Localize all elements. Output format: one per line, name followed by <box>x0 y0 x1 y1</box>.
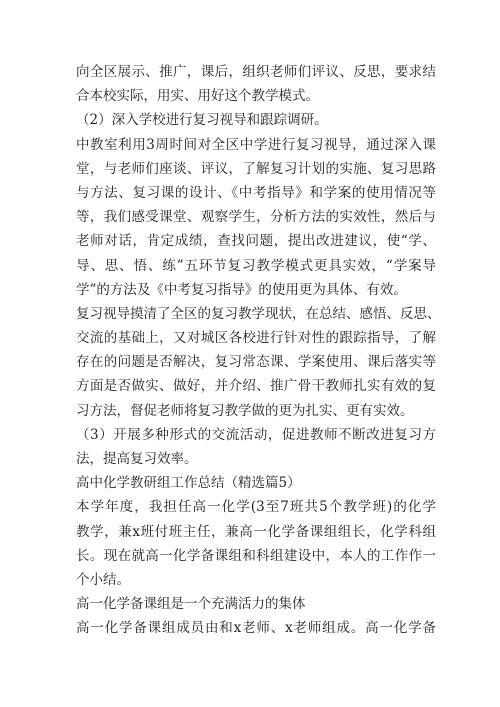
text-line: （3）开展多种形式的交流活动，促进教师不断改进复习方 <box>76 426 436 443</box>
text-line: 复习视导摸清了全区的复习教学现状，在总结、感悟、反思、 <box>76 305 441 322</box>
text-line: 习方法，督促老师将复习教学做的更为扎实、更有实效。 <box>76 402 414 419</box>
text-line: 高中化学教研组工作总结（精选篇5） <box>76 475 301 492</box>
text-line: 方面是否做实、做好，并介绍、推广骨干教师扎实有效的复 <box>76 378 436 395</box>
document-text <box>76 60 441 641</box>
text-line: 学”的方法及《中考复习指导》的使用更为具体、有效。 <box>76 281 407 298</box>
text-line: 个小结。 <box>76 571 130 588</box>
text-line: 向全区展示、推广，课后，组织老师们评议、反思，要求结 <box>76 64 436 80</box>
text-line: 堂，与老师们座谈、评议，了解复习计划的实施、复习思路 <box>76 160 436 177</box>
text-line: 存在的问题是否解决，复习常态课、学案使用、课后落实等 <box>76 354 436 371</box>
text-line: 等，我们感受课堂、观察学生，分析方法的实效性，然后与 <box>76 209 436 226</box>
text-line: 本学年度，我担任高一化学(3至7班共5个教学班)的化学 <box>76 499 436 516</box>
text-line: （2）深入学校进行复习视导和跟踪调研。 <box>76 112 328 129</box>
text-line: 合本校实际，用实、用好这个教学模式。 <box>76 88 319 105</box>
text-line: 法，提高复习效率。 <box>76 451 198 467</box>
text-line: 交流的基础上，又对城区各校进行针对性的跟踪指导，了解 <box>76 330 436 347</box>
text-line: 高一化学备课组成员由和x老师、x老师组成。高一化学备 <box>76 620 436 637</box>
text-line: 高一化学备课组是一个充满活力的集体 <box>76 596 306 613</box>
text-line: 导、思、悟、练”五环节复习教学模式更具实效，“学案导 <box>76 257 436 274</box>
text-line: 老师对话，肯定成绩，查找问题，提出改进建议，使“学、 <box>76 233 436 250</box>
text-line: 长。现在就高一化学备课组和科组建设中，本人的工作作一 <box>76 547 436 564</box>
text-line: 中教室利用3周时间对全区中学进行复习视导，通过深入课 <box>76 136 436 153</box>
text-line: 教学，兼x班付班主任，兼高一化学备课组组长，化学科组 <box>76 523 436 540</box>
text-line: 与方法、复习课的设计、《中考指导》和学案的使用情况等 <box>76 184 436 201</box>
